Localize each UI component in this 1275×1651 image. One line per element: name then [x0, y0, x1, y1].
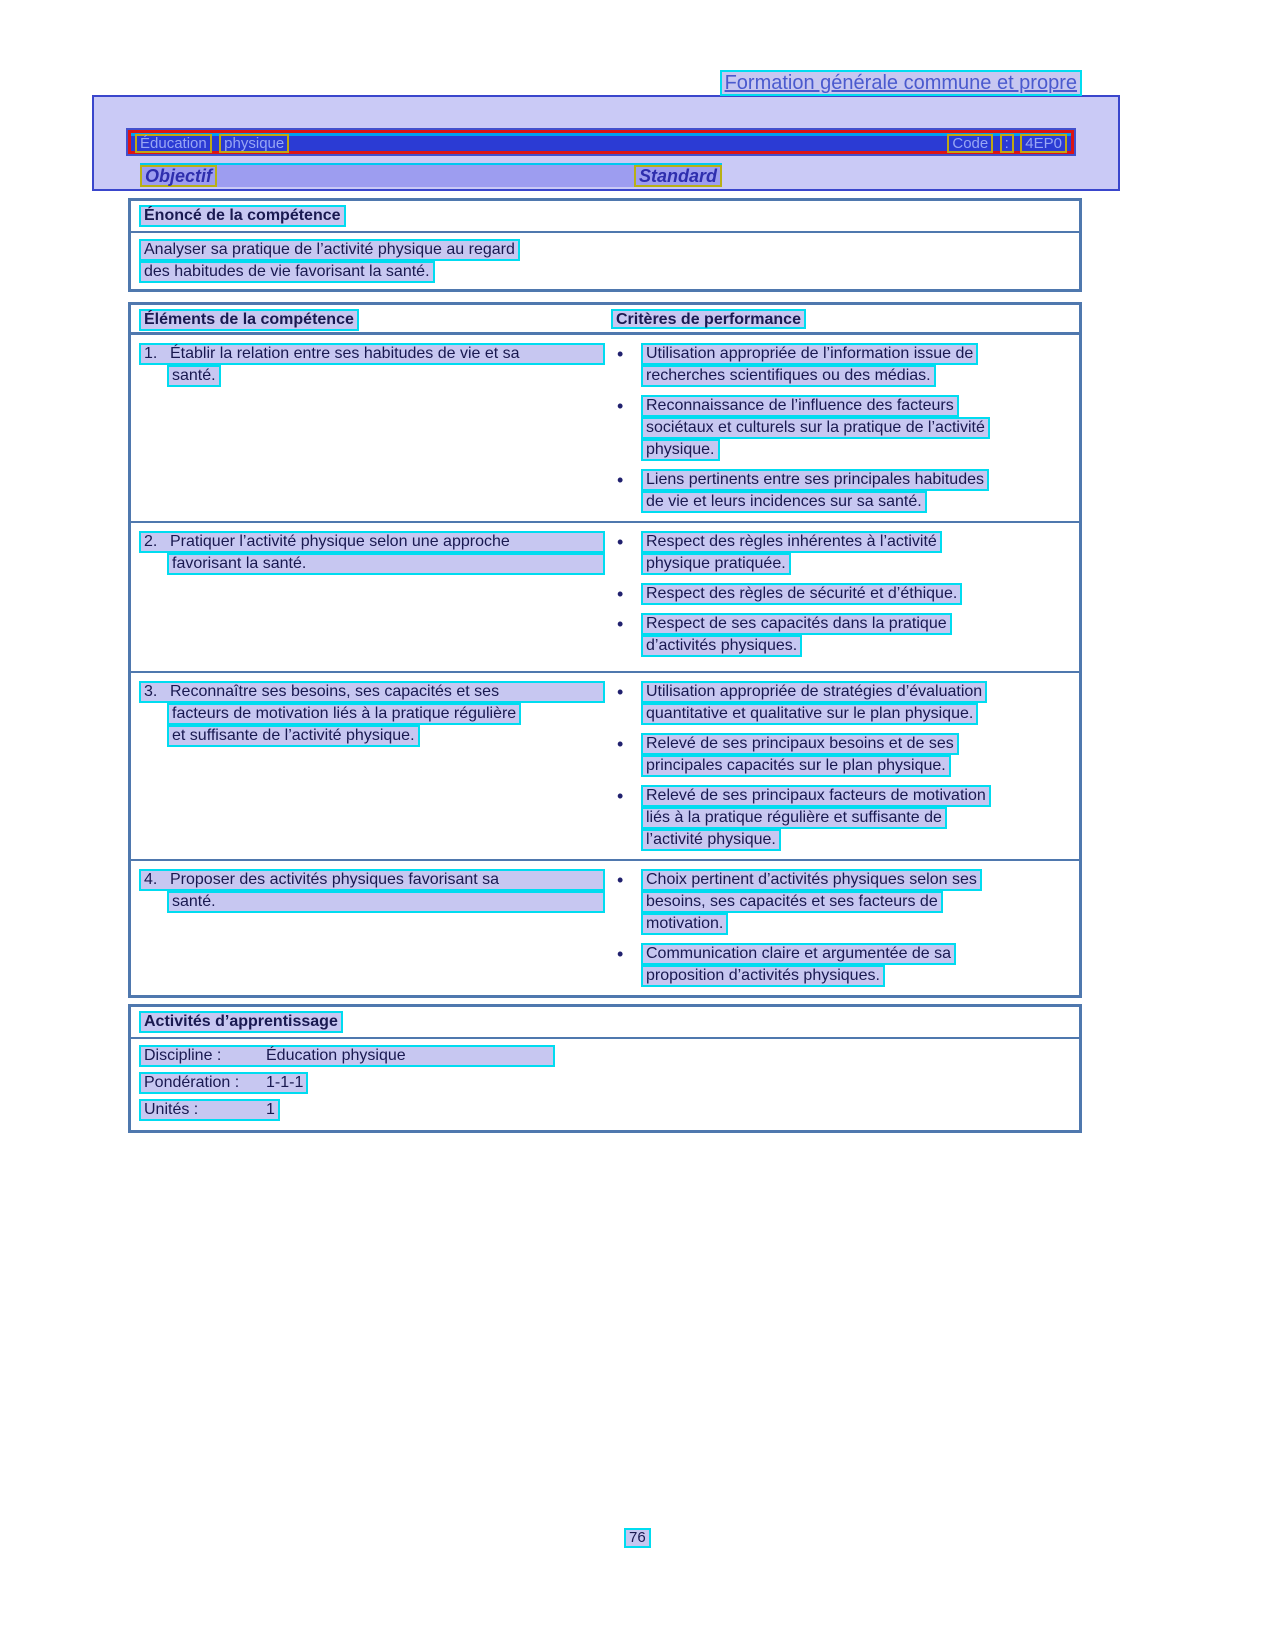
criterion: [613, 785, 1079, 851]
criterion-line: physique pratiquée.: [641, 553, 791, 575]
element-line: santé.: [167, 891, 605, 913]
bullet-icon: •: [617, 786, 624, 806]
criteria-cell: [613, 343, 1079, 521]
element-cell: [139, 343, 613, 521]
element-number: 2.: [144, 533, 158, 550]
criterion-line: Utilisation appropriée de l’information issue de: [641, 343, 978, 365]
column-header-criteres: Critères de performance: [611, 309, 806, 329]
criterion-line: Relevé de ses principaux besoins et de ses: [641, 733, 959, 755]
element-line: [139, 681, 605, 703]
criteria-cell: [613, 531, 1079, 671]
criterion: [613, 395, 1079, 461]
standard-label: Standard: [634, 165, 722, 187]
criterion-line: Choix pertinent d’activités physiques selon ses: [641, 869, 982, 891]
field-ponderation: [139, 1072, 1071, 1094]
enonce-line: Analyser sa pratique de l’activité physique au regard: [139, 239, 520, 261]
bullet-icon: •: [617, 614, 624, 634]
bullet-icon: •: [617, 470, 624, 490]
enonce-line: des habitudes de vie favorisant la santé.: [139, 261, 435, 283]
bullet-icon: •: [617, 734, 624, 754]
element-text: Pratiquer l’activité physique selon une approche: [170, 533, 510, 550]
criterion-line: physique.: [641, 439, 720, 461]
bullet-icon: •: [617, 584, 624, 604]
element-number: 1.: [144, 345, 158, 362]
course-title: [135, 134, 292, 153]
field-label: Pondération :: [144, 1074, 240, 1091]
course-banner: [128, 130, 1074, 154]
activites-header: [131, 1007, 1079, 1039]
objectif-label: Objectif: [140, 165, 217, 187]
page-number-text: 76: [624, 1528, 651, 1548]
bullet-icon: •: [617, 532, 624, 552]
criterion: [613, 869, 1079, 935]
course-code: [945, 134, 1067, 153]
field-value: 1: [266, 1101, 275, 1118]
element-number: 3.: [144, 683, 158, 700]
element-line: santé.: [167, 365, 221, 387]
element-line: [139, 531, 605, 553]
criterion-line: Relevé de ses principaux facteurs de motivation: [641, 785, 991, 807]
header-panel: [92, 95, 1120, 191]
criterion-line: quantitative et qualitative sur le plan physique.: [641, 703, 978, 725]
competence-table-header: [131, 305, 1079, 335]
criteria-cell: [613, 869, 1079, 995]
criterion: [613, 531, 1079, 575]
table-row: [131, 671, 1079, 859]
element-number: 4.: [144, 871, 158, 888]
table-row: [131, 335, 1079, 521]
criterion-line: l’activité physique.: [641, 829, 781, 851]
field-label: Unités :: [144, 1101, 199, 1118]
table-row: [131, 859, 1079, 995]
element-line: et suffisante de l’activité physique.: [167, 725, 420, 747]
activites-section: [128, 1004, 1082, 1133]
objectif-standard-row: [140, 163, 722, 187]
criterion-line: Liens pertinents entre ses principales habitudes: [641, 469, 989, 491]
bullet-icon: •: [617, 344, 624, 364]
criterion-line: Respect de ses capacités dans la pratique: [641, 613, 952, 635]
criterion-line: liés à la pratique régulière et suffisante de: [641, 807, 947, 829]
enonce-header: [131, 201, 1079, 233]
criterion-line: principales capacités sur le plan physique.: [641, 755, 951, 777]
column-header-elements: Éléments de la compétence: [139, 309, 359, 331]
criterion: [613, 681, 1079, 725]
criterion-line: motivation.: [641, 913, 728, 935]
field-label: Discipline :: [144, 1047, 222, 1064]
page-number: [624, 1528, 651, 1548]
field-value: 1-1-1: [266, 1074, 304, 1091]
criterion-line: Reconnaissance de l’influence des facteurs: [641, 395, 959, 417]
criterion: [613, 943, 1079, 987]
competence-table: [128, 302, 1082, 998]
criteria-cell: [613, 681, 1079, 859]
criterion: [613, 583, 1079, 605]
field-discipline: [139, 1045, 1071, 1067]
criterion-line: Respect des règles inhérentes à l’activité: [641, 531, 942, 553]
element-text: Proposer des activités physiques favorisant sa: [170, 871, 500, 888]
criterion-line: Communication claire et argumentée de sa: [641, 943, 956, 965]
criterion-line: besoins, ses capacités et ses facteurs de: [641, 891, 943, 913]
bullet-icon: •: [617, 396, 624, 416]
course-title-word: physique: [219, 134, 289, 153]
activites-header-text: Activités d’apprentissage: [139, 1011, 343, 1033]
field-unites: [139, 1099, 1071, 1121]
element-cell: [139, 531, 613, 671]
bullet-icon: •: [617, 682, 624, 702]
bullet-icon: •: [617, 944, 624, 964]
criterion-line: recherches scientifiques ou des médias.: [641, 365, 936, 387]
running-head-text: Formation générale commune et propre: [720, 70, 1082, 96]
criterion-line: de vie et leurs incidences sur sa santé.: [641, 491, 927, 513]
element-line: [139, 343, 605, 365]
course-code-value: 4EP0: [1020, 134, 1067, 153]
element-cell: [139, 681, 613, 859]
running-head: [720, 70, 1082, 96]
criterion-line: sociétaux et culturels sur la pratique de l’activité: [641, 417, 990, 439]
course-code-colon: :: [1000, 134, 1014, 153]
activites-body: [131, 1039, 1079, 1132]
table-row: [131, 521, 1079, 671]
course-banner-inner: [131, 133, 1071, 151]
criterion-line: Utilisation appropriée de stratégies d’évaluation: [641, 681, 987, 703]
enonce-section: [128, 198, 1082, 292]
enonce-header-text: Énoncé de la compétence: [139, 205, 346, 227]
element-line: favorisant la santé.: [167, 553, 605, 575]
criterion: [613, 733, 1079, 777]
field-value: Éducation physique: [266, 1047, 406, 1064]
element-line: facteurs de motivation liés à la pratique régulière: [167, 703, 521, 725]
enonce-body: [131, 233, 1079, 289]
course-code-word: Code: [947, 134, 993, 153]
element-line: [139, 869, 605, 891]
criterion: [613, 343, 1079, 387]
element-text: Reconnaître ses besoins, ses capacités et ses: [170, 683, 500, 700]
bullet-icon: •: [617, 870, 624, 890]
element-cell: [139, 869, 613, 995]
criterion: [613, 469, 1079, 513]
criterion-line: proposition d’activités physiques.: [641, 965, 885, 987]
course-title-word: Éducation: [135, 134, 212, 153]
criterion-line: Respect des règles de sécurité et d’éthique.: [641, 583, 962, 605]
criterion-line: d’activités physiques.: [641, 635, 802, 657]
element-text: Établir la relation entre ses habitudes de vie et sa: [170, 345, 520, 362]
criterion: [613, 613, 1079, 657]
